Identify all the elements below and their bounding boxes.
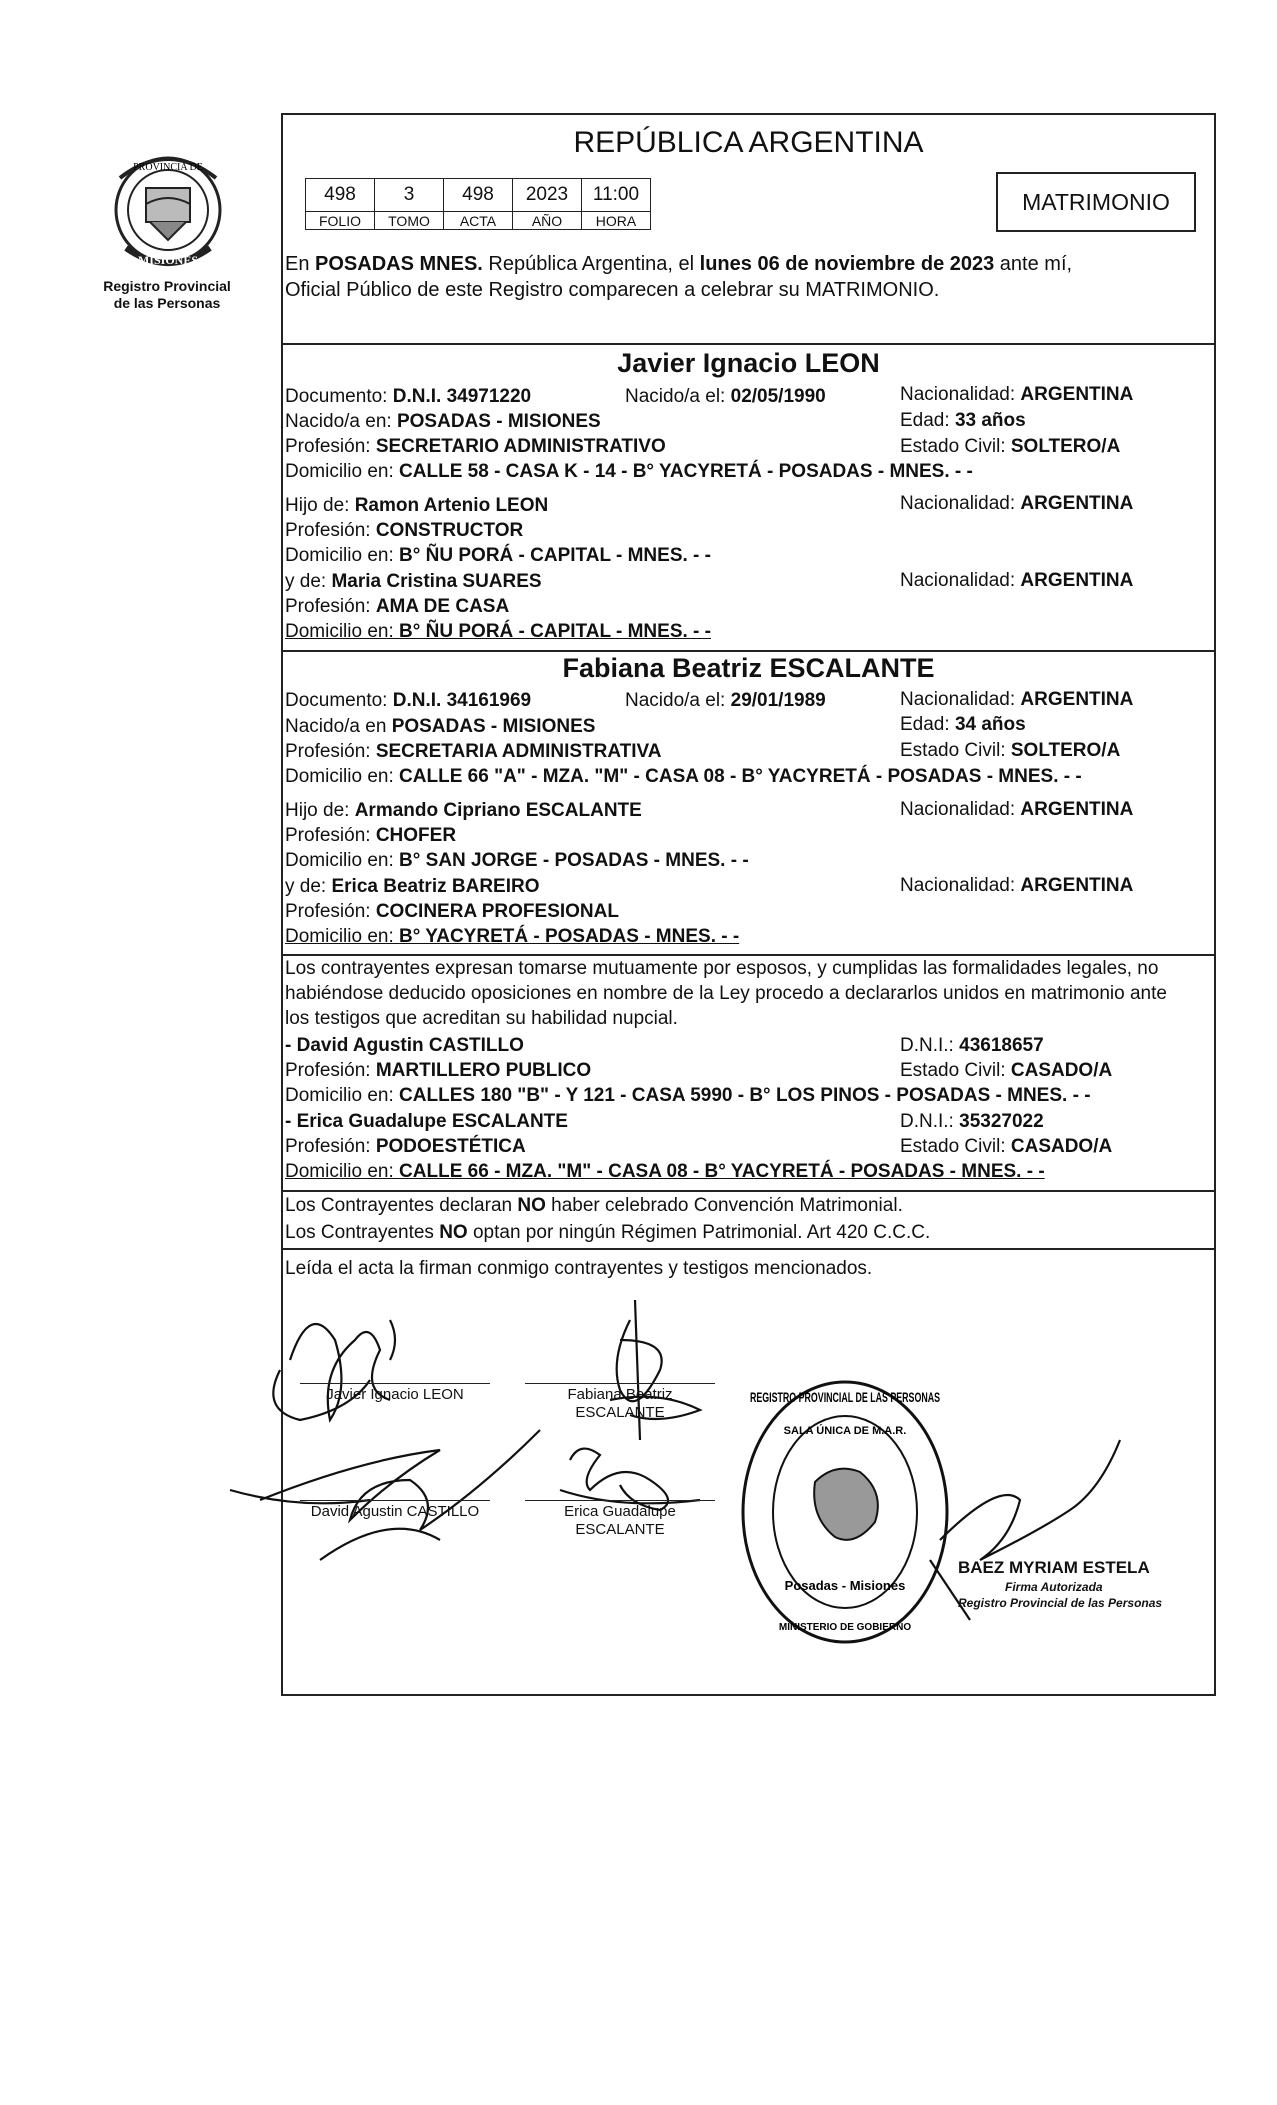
witness-2-dni: D.N.I.: 35327022 (900, 1111, 1044, 1132)
bride-mother-profession: Profesión: COCINERA PROFESIONAL (285, 901, 619, 922)
witness-2-signature-label-1: Erica Guadalupe (564, 1503, 676, 1520)
official-stamp (735, 1372, 955, 1652)
witness-1-signature-line (300, 1500, 490, 1501)
year-label: AÑO (513, 212, 582, 230)
groom-mother: y de: Maria Cristina SUARES (285, 571, 542, 592)
declaration-line-3: los testigos que acreditan su habilidad nupcial. (285, 1008, 678, 1029)
groom-father-profession: Profesión: CONSTRUCTOR (285, 520, 524, 541)
witness-1-civil-status: Estado Civil: CASADO/A (900, 1060, 1113, 1081)
stamp-bottom-text: Posadas - Misiones (784, 1578, 906, 1593)
bride-father: Hijo de: Armando Cipriano ESCALANTE (285, 800, 642, 821)
logo-caption-line2: de las Personas (113, 295, 221, 311)
groom-birth-date: Nacido/a el: 02/05/1990 (625, 386, 826, 407)
stamp-ring-text: REGISTRO PROVINCIAL DE LAS PERSONAS (750, 1389, 940, 1405)
handwritten-signatures (240, 1280, 1220, 1700)
witness-2-name: - Erica Guadalupe ESCALANTE (285, 1111, 568, 1132)
bride-signature-line (525, 1383, 715, 1384)
groom-father: Hijo de: Ramon Artenio LEON (285, 495, 549, 516)
groom-name: Javier Ignacio LEON (617, 348, 880, 378)
bride-father-profession: Profesión: CHOFER (285, 825, 457, 846)
witness-1-signature-label: David Agustin CASTILLO (310, 1503, 480, 1520)
witness-1-dni: D.N.I.: 43618657 (900, 1035, 1044, 1056)
province-logo (108, 148, 228, 274)
groom-signature-line (300, 1383, 490, 1384)
intro-line-2: Oficial Público de este Registro comparecen a celebrar su MATRIMONIO. (285, 279, 940, 301)
bride-civil-status: Estado Civil: SOLTERO/A (900, 740, 1121, 761)
bride-father-nationality: Nacionalidad: ARGENTINA (900, 799, 1134, 820)
witness-2-address: Domicilio en: CALLE 66 - MZA. "M" - CASA 08 - B° YACYRETÁ - POSADAS - MNES. - - (285, 1161, 1045, 1182)
bride-document: Documento: D.N.I. 34161969 (285, 690, 532, 711)
logo-caption (92, 278, 242, 312)
acta-label: ACTA (444, 212, 513, 230)
groom-address: Domicilio en: CALLE 58 - CASA K - 14 - B° YACYRETÁ - POSADAS - MNES. - - (285, 461, 973, 482)
stamp-ministry-text: MINISTERIO DE GOBIERNO (778, 1622, 912, 1633)
document-type-box: MATRIMONIO (996, 172, 1196, 232)
divider (281, 1248, 1216, 1250)
bride-father-address: Domicilio en: B° SAN JORGE - POSADAS - MNES. - - (285, 850, 749, 871)
tomo-value: 3 (375, 179, 444, 212)
declaration-line-2: habiéndose deducido oposiciones en nombre de la Ley procedo a declararlos unidos en matrimonio ante (285, 983, 1167, 1004)
bride-signature-label-1: Fabiana Beatriz (567, 1386, 673, 1403)
bride-birth-date: Nacido/a el: 29/01/1989 (625, 690, 826, 711)
groom-father-nationality: Nacionalidad: ARGENTINA (900, 493, 1134, 514)
convention-line-1: Los Contrayentes declaran NO haber celebrado Convención Matrimonial. (285, 1195, 903, 1216)
folio-label: FOLIO (306, 212, 375, 230)
witness-1-name: - David Agustin CASTILLO (285, 1035, 524, 1056)
groom-profession: Profesión: SECRETARIO ADMINISTRATIVO (285, 436, 666, 457)
witness-2-signature-label-2: ESCALANTE (575, 1521, 665, 1538)
witness-1-address: Domicilio en: CALLES 180 "B" - Y 121 - CASA 5990 - B° LOS PINOS - POSADAS - MNES. - - (285, 1085, 1091, 1106)
groom-birth-place: Nacido/a en: POSADAS - MISIONES (285, 411, 601, 432)
tomo-label: TOMO (375, 212, 444, 230)
groom-document: Documento: D.N.I. 34971220 (285, 386, 532, 407)
official-name: BAEZ MYRIAM ESTELA (958, 1558, 1150, 1577)
declaration-line-1: Los contrayentes expresan tomarse mutuamente por esposos, y cumplidas las formalidades legales, no (285, 958, 1159, 979)
groom-signature-label: Javier Ignacio LEON (326, 1386, 464, 1403)
folio-value: 498 (306, 179, 375, 212)
groom-mother-profession: Profesión: AMA DE CASA (285, 596, 510, 617)
groom-nationality: Nacionalidad: ARGENTINA (900, 384, 1134, 405)
divider (281, 650, 1216, 652)
witness-2-civil-status: Estado Civil: CASADO/A (900, 1136, 1113, 1157)
witness-2-profession: Profesión: PODOESTÉTICA (285, 1136, 526, 1157)
intro-line-1: En POSADAS MNES. República Argentina, el lunes 06 de noviembre de 2023 ante mí, (285, 253, 1073, 275)
divider (281, 343, 1216, 345)
bride-signature-label-2: ESCALANTE (575, 1404, 665, 1421)
year-value: 2023 (513, 179, 582, 212)
bride-address: Domicilio en: CALLE 66 "A" - MZA. "M" - CASA 08 - B° YACYRETÁ - POSADAS - MNES. - - (285, 766, 1082, 787)
convention-line-2: Los Contrayentes NO optan por ningún Régimen Patrimonial. Art 420 C.C.C. (285, 1222, 931, 1243)
registry-table (305, 178, 651, 230)
witness-1-profession: Profesión: MARTILLERO PUBLICO (285, 1060, 592, 1081)
bride-nationality: Nacionalidad: ARGENTINA (900, 689, 1134, 710)
groom-civil-status: Estado Civil: SOLTERO/A (900, 436, 1121, 457)
logo-bottom-text: MISIONES (137, 253, 199, 267)
bride-age: Edad: 34 años (900, 714, 1026, 735)
hour-label: HORA (582, 212, 651, 230)
bride-mother-nationality: Nacionalidad: ARGENTINA (900, 875, 1134, 896)
groom-mother-address: Domicilio en: B° ÑU PORÁ - CAPITAL - MNES. - - (285, 621, 711, 642)
logo-caption-line1: Registro Provincial (103, 278, 231, 294)
bride-birth-place: Nacido/a en POSADAS - MISIONES (285, 716, 596, 737)
hour-value: 11:00 (582, 179, 651, 212)
bride-profession: Profesión: SECRETARIA ADMINISTRATIVA (285, 741, 662, 762)
groom-age: Edad: 33 años (900, 410, 1026, 431)
logo-top-text: PROVINCIA DE (133, 162, 203, 173)
divider (281, 954, 1216, 956)
closing-text: Leída el acta la firman conmigo contrayentes y testigos mencionados. (285, 1258, 873, 1279)
bride-mother-address: Domicilio en: B° YACYRETÁ - POSADAS - MNES. - - (285, 926, 740, 947)
groom-mother-nationality: Nacionalidad: ARGENTINA (900, 570, 1134, 591)
acta-value: 498 (444, 179, 513, 212)
bride-name: Fabiana Beatriz ESCALANTE (562, 653, 935, 683)
stamp-inner-text: SALA ÚNICA DE M.A.R. (783, 1425, 907, 1437)
groom-father-address: Domicilio en: B° ÑU PORÁ - CAPITAL - MNES. - - (285, 545, 711, 566)
bride-mother: y de: Erica Beatriz BAREIRO (285, 876, 540, 897)
divider (281, 1190, 1216, 1192)
official-role: Firma Autorizada (1005, 1580, 1103, 1594)
witness-2-signature-line (525, 1500, 715, 1501)
official-office: Registro Provincial de las Personas (958, 1596, 1163, 1610)
page-title: REPÚBLICA ARGENTINA (573, 126, 924, 159)
